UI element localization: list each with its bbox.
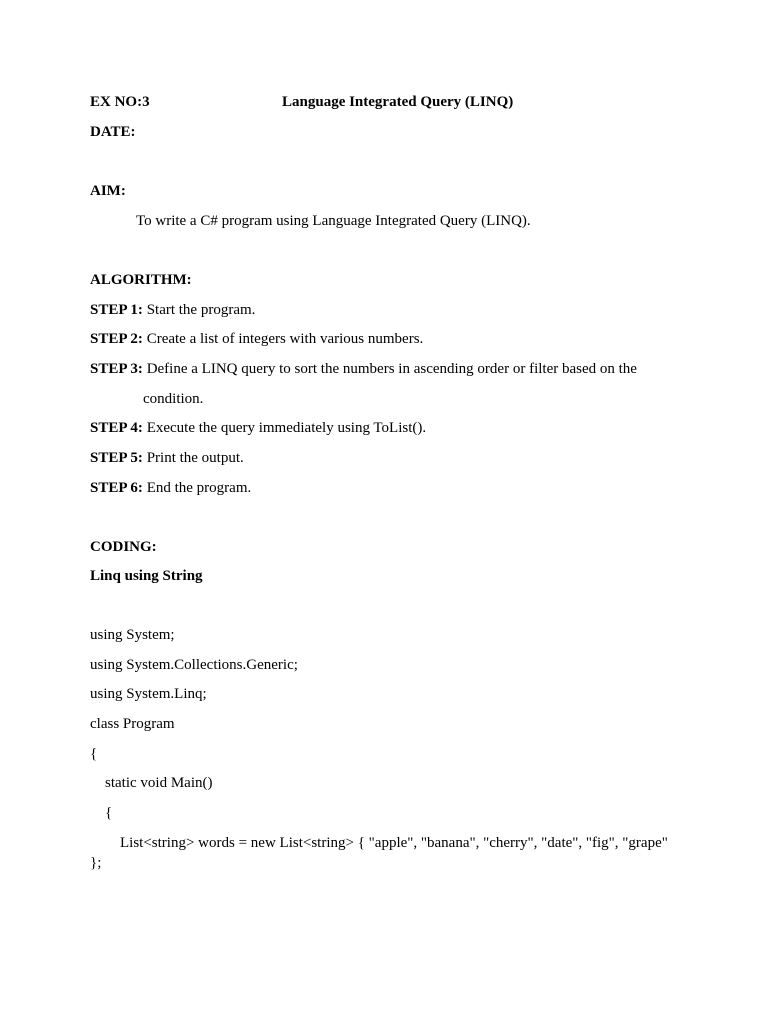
step-label: STEP 4: <box>90 420 143 436</box>
step-label: STEP 1: <box>90 302 143 318</box>
step-label: STEP 3: <box>90 361 143 377</box>
code-line: { <box>105 805 113 821</box>
coding-subheading: Linq using String <box>90 568 203 584</box>
exercise-number: EX NO:3 <box>90 94 150 110</box>
algorithm-heading: ALGORITHM: <box>90 272 192 288</box>
step-5 <box>90 448 244 468</box>
code-line: using System; <box>90 627 175 643</box>
step-label: STEP 2: <box>90 331 143 347</box>
step-2 <box>90 329 423 349</box>
document-title: Language Integrated Query (LINQ) <box>282 94 514 110</box>
code-line: using System.Linq; <box>90 686 207 702</box>
step-text: Create a list of integers with various numbers. <box>146 331 424 347</box>
step-1 <box>90 300 255 320</box>
step-3-continuation: condition. <box>143 391 204 407</box>
code-line: { <box>90 746 98 762</box>
step-text: Execute the query immediately using ToList(). <box>146 420 427 436</box>
aim-text: To write a C# program using Language Integrated Query (LINQ). <box>136 213 531 229</box>
step-text: Start the program. <box>146 302 256 318</box>
code-line: }; <box>90 855 102 871</box>
code-line: List<string> words = new List<string> { "apple", "banana", "cherry", "date", "fig", "grape" <box>120 835 668 851</box>
step-6 <box>90 478 251 498</box>
step-3 <box>90 359 637 379</box>
date-label: DATE: <box>90 124 136 140</box>
step-label: STEP 5: <box>90 450 143 466</box>
coding-heading: CODING: <box>90 539 157 555</box>
step-text: Print the output. <box>146 450 244 466</box>
step-text: End the program. <box>146 480 252 496</box>
code-line: class Program <box>90 716 175 732</box>
step-4 <box>90 418 426 438</box>
code-line: static void Main() <box>105 775 213 791</box>
code-line: using System.Collections.Generic; <box>90 657 298 673</box>
step-text: Define a LINQ query to sort the numbers in ascending order or filter based on the <box>146 361 637 377</box>
aim-heading: AIM: <box>90 183 126 199</box>
step-label: STEP 6: <box>90 480 143 496</box>
